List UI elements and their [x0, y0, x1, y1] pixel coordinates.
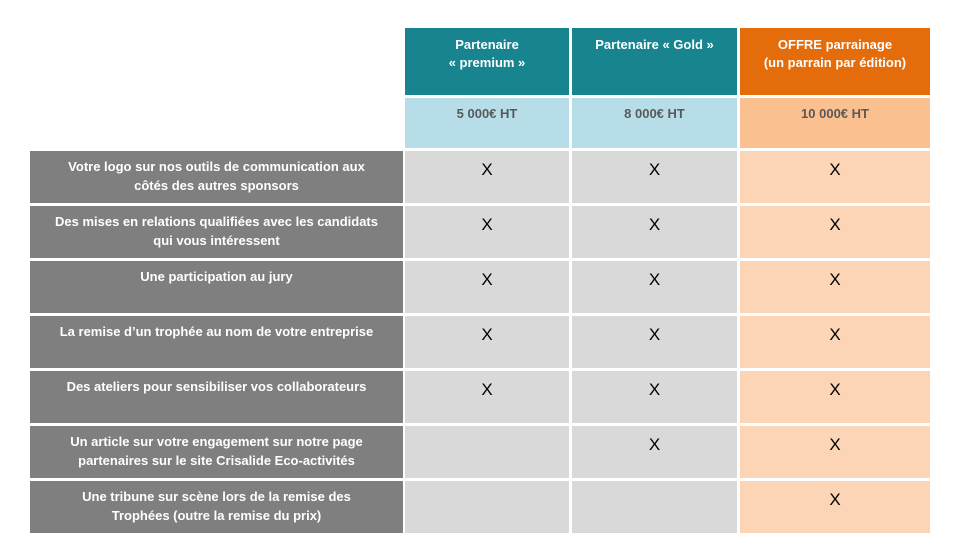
row-label: Une tribune sur scène lors de la remise des Trophées (outre la remise du prix)	[30, 481, 403, 533]
sponsorship-check: X	[740, 261, 930, 313]
sponsorship-check: X	[740, 371, 930, 423]
sponsorship-check: X	[740, 206, 930, 258]
row-label: Un article sur votre engagement sur notre page partenaires sur le site Crisalide Eco-activités	[30, 426, 403, 478]
price-gold: 8 000€ HT	[572, 98, 737, 148]
premium-check: X	[405, 151, 569, 203]
gold-check	[572, 481, 737, 533]
premium-check	[405, 481, 569, 533]
premium-check: X	[405, 261, 569, 313]
sponsorship-check: X	[740, 481, 930, 533]
premium-check: X	[405, 316, 569, 368]
gold-check: X	[572, 371, 737, 423]
sponsorship-check: X	[740, 151, 930, 203]
premium-check	[405, 426, 569, 478]
row-label: La remise d’un trophée au nom de votre entreprise	[30, 316, 403, 368]
gold-check: X	[572, 206, 737, 258]
gold-check: X	[572, 261, 737, 313]
sponsorship-check: X	[740, 316, 930, 368]
price-premium: 5 000€ HT	[405, 98, 569, 148]
row-label: Une participation au jury	[30, 261, 403, 313]
gold-check: X	[572, 151, 737, 203]
row-label: Des mises en relations qualifiées avec les candidats qui vous intéressent	[30, 206, 403, 258]
row-label: Des ateliers pour sensibiliser vos collaborateurs	[30, 371, 403, 423]
premium-check: X	[405, 371, 569, 423]
gold-check: X	[572, 426, 737, 478]
header-premium: Partenaire « premium »	[405, 28, 569, 95]
gold-check: X	[572, 316, 737, 368]
price-sponsorship: 10 000€ HT	[740, 98, 930, 148]
premium-check: X	[405, 206, 569, 258]
header-sponsorship: OFFRE parrainage (un parrain par édition)	[740, 28, 930, 95]
row-label: Votre logo sur nos outils de communication aux côtés des autres sponsors	[30, 151, 403, 203]
header-gold: Partenaire « Gold »	[572, 28, 737, 95]
sponsorship-check: X	[740, 426, 930, 478]
